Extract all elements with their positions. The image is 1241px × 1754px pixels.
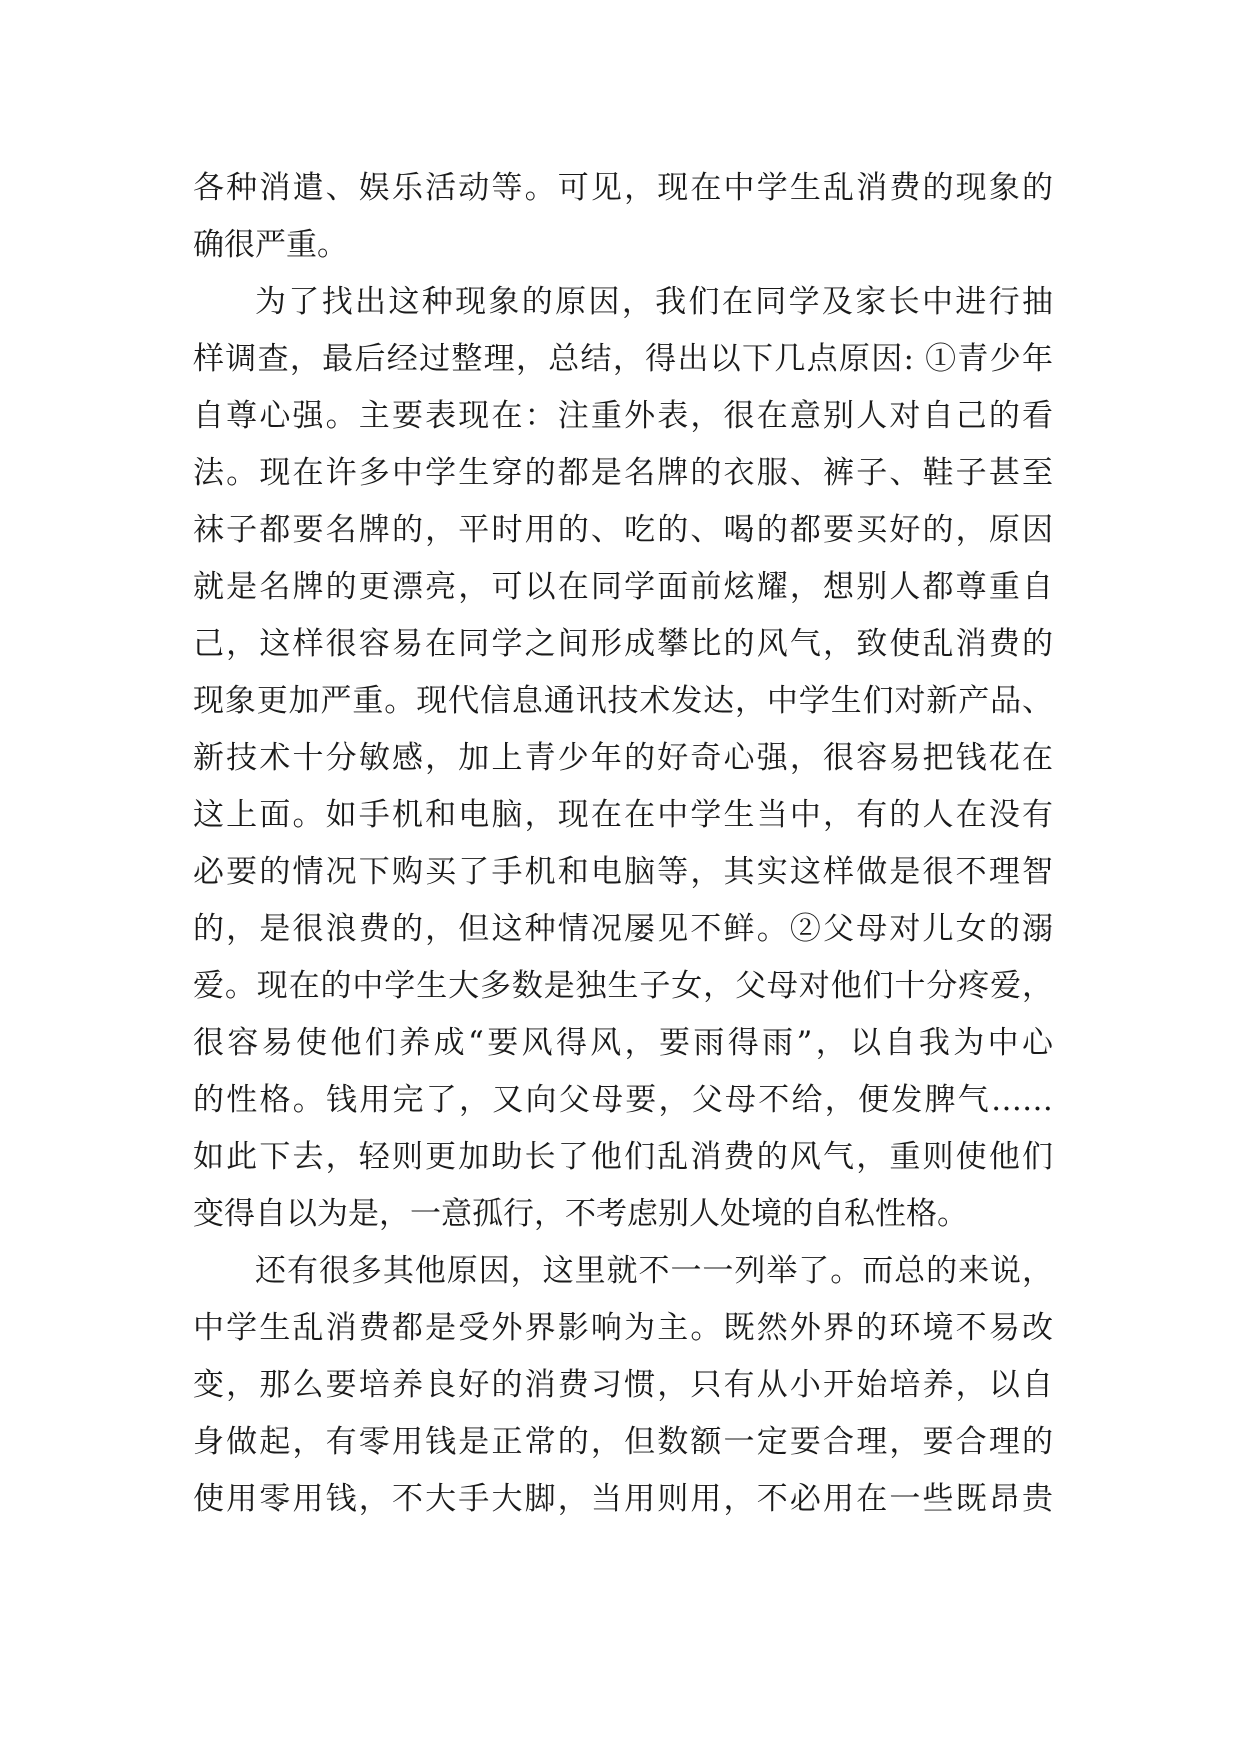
text-line: 很容易使他们养成“要风得风，要雨得雨”，以自我为中心 bbox=[193, 1025, 1053, 1061]
text-line: 自尊心强。主要表现在：注重外表，很在意别人对自己的看 bbox=[193, 398, 1053, 434]
text-line: 必要的情况下购买了手机和电脑等，其实这样做是很不理智 bbox=[193, 854, 1053, 890]
text-line: 己，这样很容易在同学之间形成攀比的风气，致使乱消费的 bbox=[193, 626, 1053, 662]
text-line: 新技术十分敏感，加上青少年的好奇心强，很容易把钱花在 bbox=[193, 740, 1053, 776]
paragraph-start-line: 为了找出这种现象的原因，我们在同学及家长中进行抽 bbox=[255, 284, 1053, 320]
paragraph-start-line: 还有很多其他原因，这里就不一一列举了。而总的来说， bbox=[255, 1253, 1053, 1289]
text-line: 确很严重。 bbox=[193, 227, 348, 263]
text-line: 各种消遣、娱乐活动等。可见，现在中学生乱消费的现象的 bbox=[193, 170, 1053, 206]
text-line: 中学生乱消费都是受外界影响为主。既然外界的环境不易改 bbox=[193, 1310, 1053, 1346]
text-line: 样调查，最后经过整理，总结，得出以下几点原因: ①青少年 bbox=[193, 341, 1053, 377]
text-line: 现象更加严重。现代信息通讯技术发达，中学生们对新产品、 bbox=[193, 683, 1053, 719]
text-line: 使用零用钱，不大手大脚，当用则用，不必用在一些既昂贵 bbox=[193, 1481, 1053, 1517]
text-line: 的，是很浪费的，但这种情况屡见不鲜。②父母对儿女的溺 bbox=[193, 911, 1053, 947]
text-line: 就是名牌的更漂亮，可以在同学面前炫耀，想别人都尊重自 bbox=[193, 569, 1053, 605]
text-line: 袜子都要名牌的，平时用的、吃的、喝的都要买好的，原因 bbox=[193, 512, 1053, 548]
text-line: 变，那么要培养良好的消费习惯，只有从小开始培养，以自 bbox=[193, 1367, 1053, 1403]
text-line: 变得自以为是，一意孤行，不考虑别人处境的自私性格。 bbox=[193, 1196, 968, 1232]
text-line: 爱。现在的中学生大多数是独生子女，父母对他们十分疼爱， bbox=[193, 968, 1053, 1004]
text-line: 这上面。如手机和电脑，现在在中学生当中，有的人在没有 bbox=[193, 797, 1053, 833]
text-line: 身做起，有零用钱是正常的，但数额一定要合理，要合理的 bbox=[193, 1424, 1053, 1460]
text-line: 如此下去，轻则更加助长了他们乱消费的风气，重则使他们 bbox=[193, 1139, 1053, 1175]
text-line: 法。现在许多中学生穿的都是名牌的衣服、裤子、鞋子甚至 bbox=[193, 455, 1053, 491]
document-body bbox=[193, 160, 1053, 1528]
text-line: 的性格。钱用完了，又向父母要，父母不给，便发脾气…… bbox=[193, 1082, 1053, 1118]
